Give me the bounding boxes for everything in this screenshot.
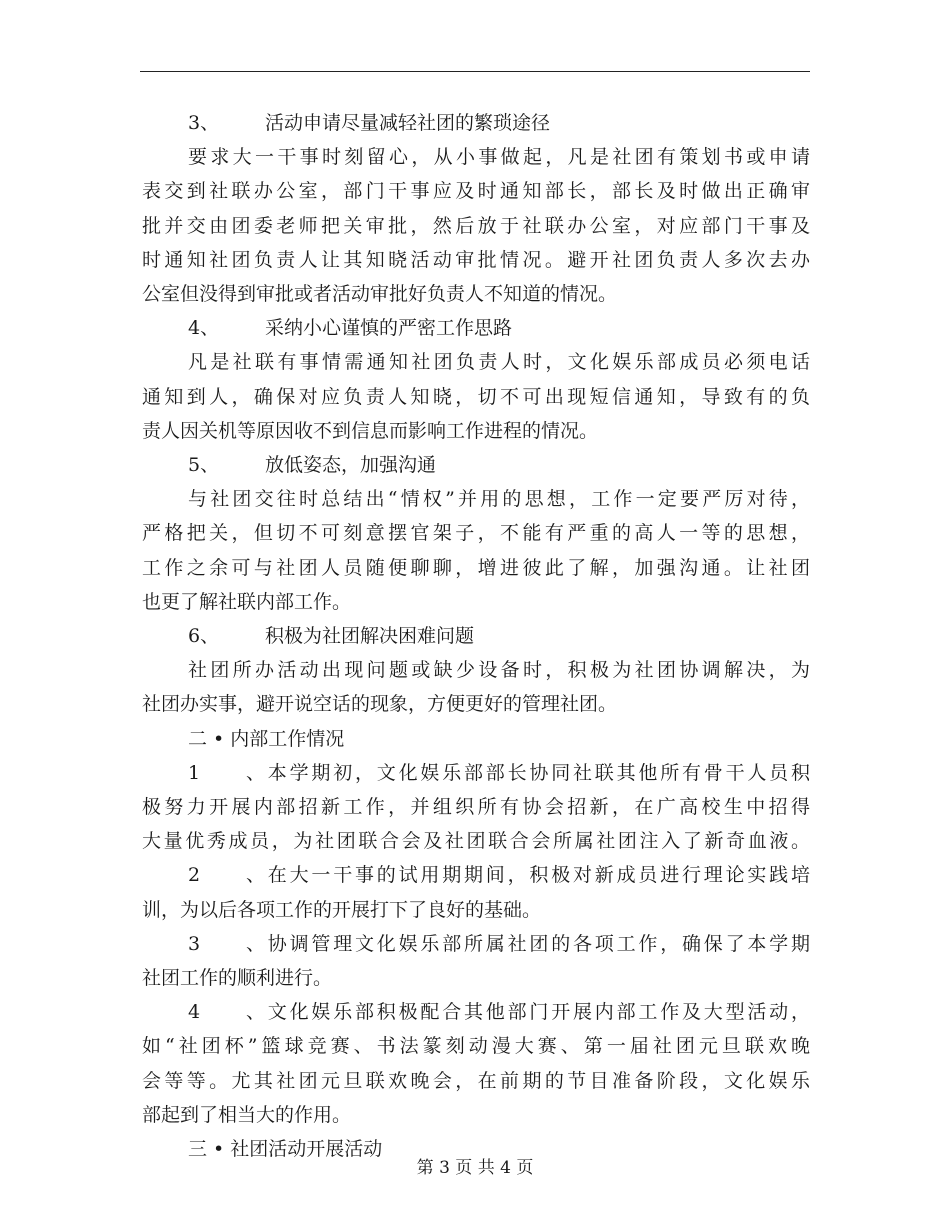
paragraph-line: 公室但没得到审批或者活动审批好负责人不知道的情况。	[142, 283, 618, 306]
paragraph-line: 部起到了相当大的作用。	[142, 1103, 352, 1126]
item-text: 活动申请尽量减轻社团的繁琐途径	[265, 112, 551, 134]
paragraph-line: 凡是社联有事情需通知社团负责人时，文化娱乐部成员必须电话	[188, 351, 810, 374]
item-number: 2、	[188, 864, 265, 887]
paragraph-line: 极努力开展内部招新工作，并组织所有协会招新，在广高校生中招得	[142, 796, 810, 819]
item-text: 协调管理文化娱乐部所属社团的各项工作，确保了本学期	[265, 932, 810, 955]
subheading-line	[142, 106, 810, 140]
item-number: 4、	[188, 317, 220, 340]
item-number: 5、	[188, 454, 220, 477]
item-text: 放低姿态，加强沟通	[265, 454, 437, 477]
subheading-line	[142, 619, 810, 653]
item-number: 3、	[188, 112, 220, 134]
paragraph-line: 社团工作的顺利进行。	[142, 967, 333, 990]
subheading-line	[142, 311, 810, 345]
paragraph-line: 责人因关机等原因收不到信息而影响工作进程的情况。	[142, 419, 599, 442]
item-number: 6、	[188, 625, 220, 648]
paragraph-line: 大量优秀成员，为社团联合会及社团联合会所属社团注入了新奇血液。	[142, 830, 810, 853]
paragraph-line: 批并交由团委老师把关审批，然后放于社联办公室，对应部门干事及	[142, 214, 810, 237]
paragraph-line: 通知到人，确保对应负责人知晓，切不可出现短信通知，导致有的负	[142, 385, 810, 408]
numbered-line	[142, 858, 810, 892]
item-number: 4、	[188, 1001, 265, 1024]
paragraph-line: 要求大一干事时刻留心，从小事做起，凡是社团有策划书或申请	[188, 146, 810, 169]
paragraph-line: 社团办实事，避开说空话的现象，方便更好的管理社团。	[142, 693, 618, 716]
numbered-line	[142, 995, 810, 1029]
numbered-line	[142, 756, 810, 790]
paragraph-line: 时通知社团负责人让其知晓活动审批情况。避开社团负责人多次去办	[142, 248, 810, 271]
item-number: 3、	[188, 932, 265, 955]
paragraph-line: 与社团交往时总结出“情权”并用的思想，工作一定要严厉对待，	[188, 488, 810, 511]
item-text: 文化娱乐部积极配合其他部门开展内部工作及大型活动，	[265, 1001, 810, 1024]
item-text: 在大一干事的试用期期间，积极对新成员进行理论实践培	[265, 864, 810, 887]
paragraph-line: 如“社团杯”篮球竞赛、书法篆刻动漫大赛、第一届社团元旦联欢晚	[142, 1035, 810, 1058]
section-heading: 二 • 内部工作情况	[188, 727, 345, 750]
paragraph-line: 训，为以后各项工作的开展打下了良好的基础。	[142, 898, 542, 921]
paragraph-line: 社团所办活动出现问题或缺少设备时，积极为社团协调解决，为	[188, 659, 810, 682]
page-footer: 第 3 页 共 4 页	[416, 1158, 534, 1178]
section-heading: 三 • 社团活动开展活动	[188, 1138, 383, 1161]
paragraph-line: 也更了解社联内部工作。	[142, 590, 352, 613]
paragraph-line: 严格把关，但切不可刻意摆官架子，不能有严重的高人一等的思想，	[142, 522, 810, 545]
numbered-line	[142, 927, 810, 961]
item-number: 1、	[188, 761, 265, 784]
paragraph-line: 表交到社联办公室，部门干事应及时通知部长，部长及时做出正确审	[142, 180, 810, 203]
item-text: 积极为社团解决困难问题	[265, 625, 475, 648]
item-text: 采纳小心谨慎的严密工作思路	[265, 317, 513, 340]
item-text: 本学期初，文化娱乐部部长协同社联其他所有骨干人员积	[265, 761, 810, 784]
paragraph-line: 工作之余可与社团人员随便聊聊，增进彼此了解，加强沟通。让社团	[142, 556, 810, 579]
header-rule	[140, 71, 810, 72]
document-body	[142, 106, 810, 1166]
paragraph-line: 会等等。尤其社团元旦联欢晚会，在前期的节目准备阶段，文化娱乐	[142, 1069, 810, 1092]
subheading-line	[142, 448, 810, 482]
